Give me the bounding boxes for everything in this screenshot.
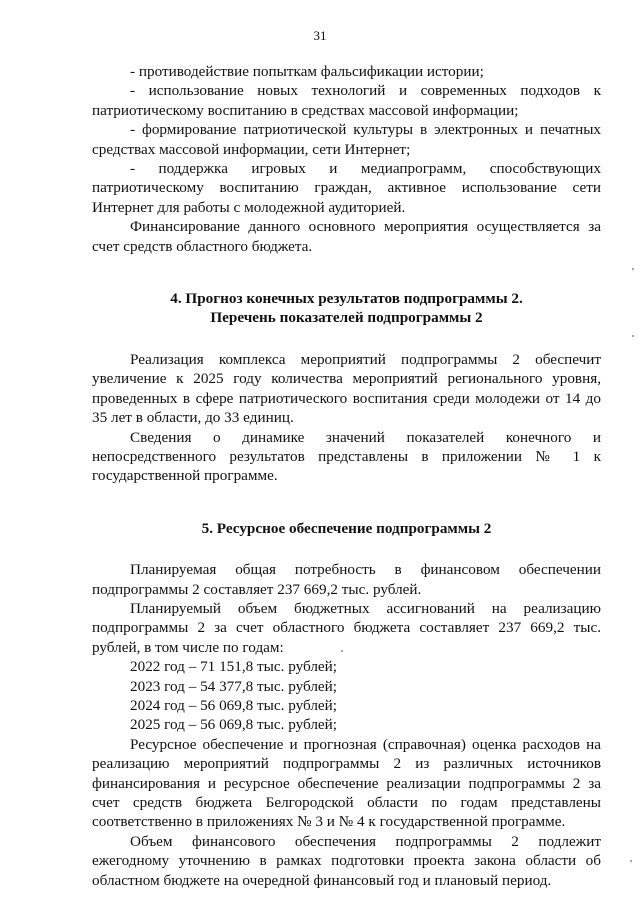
scan-speck	[632, 335, 634, 337]
list-item: - противодействие попыткам фальсификации истории;	[130, 63, 484, 80]
year-allocation-line: 2024 год – 56 069,8 тыс. рублей;	[130, 696, 338, 714]
page-content	[92, 62, 601, 890]
section-5-heading: 5. Ресурсное обеспечение подпрограммы 2	[201, 519, 492, 537]
financing-paragraph: Финансирование данного основного мероприятия осуществляется за счет средств областного бюджета.	[92, 218, 601, 255]
section-5-paragraph-2: Планируемый объем бюджетных ассигнований на реализацию подпрограммы 2 за счет областного бюджета составляет 237 669,2 тыс. рублей, в том числе по годам:	[92, 599, 601, 656]
section-4-heading	[92, 289, 601, 328]
year-allocation-line: 2022 год – 71 151,8 тыс. рублей;	[130, 658, 338, 676]
section-5-paragraph-1: Планируемая общая потребность в финансовом обеспечении подпрограммы 2 составляет 237 669,2 тыс. рублей.	[92, 561, 601, 598]
section-5-paragraph-4: Объем финансового обеспечения подпрограммы 2 подлежит ежегодному уточнению в рамках подготовки проекта закона области об областном бюджете на очередной финансовый год и плановый период.	[92, 832, 601, 889]
scan-speck	[632, 268, 634, 270]
list-item: - использование новых технологий и современных подходов к патриотическому воспитанию в средствах массовой информации;	[92, 82, 601, 119]
year-allocation-line: 2025 год – 56 069,8 тыс. рублей;	[130, 716, 338, 734]
section-4-paragraph: Реализация комплекса мероприятий подпрограммы 2 обеспечит увеличение к 2025 году количества мероприятий регионального уровня, проведенных в сфере патриотического воспитания среди молодежи от 14 до 35 лет в области, до 33 единиц.	[92, 350, 601, 427]
section-4-title-line-2: Перечень показателей подпрограммы 2	[210, 309, 483, 327]
year-allocation-line: 2023 год – 54 377,8 тыс. рублей;	[130, 677, 338, 695]
scan-speck	[341, 650, 343, 652]
section-5-paragraph-3: Ресурсное обеспечение и прогнозная (справочная) оценка расходов на реализацию мероприятий подпрограммы 2 из различных источников финансирования и ресурсное обеспечение реализации подпрограммы 2 за счет средств бюджета Белгородской области по годам представлены соответственно в приложениях № 3 и № 4 к государственной программе.	[92, 735, 601, 831]
scan-speck	[630, 860, 632, 862]
section-4-title-line-1: 4. Прогноз конечных результатов подпрограммы 2.	[170, 290, 523, 308]
page-number: 31	[313, 28, 327, 43]
list-item: - поддержка игровых и медиапрограмм, способствующих патриотическому воспитанию граждан, активное использование сети Интернет для работы с молодежной аудиторией.	[92, 160, 601, 216]
section-4-paragraph: Сведения о динамике значений показателей конечного и непосредственного результатов представлены в приложении № 1 к государственной программе.	[92, 428, 601, 485]
list-item: - формирование патриотической культуры в электронных и печатных средствах массовой информации, сети Интернет;	[92, 121, 601, 158]
